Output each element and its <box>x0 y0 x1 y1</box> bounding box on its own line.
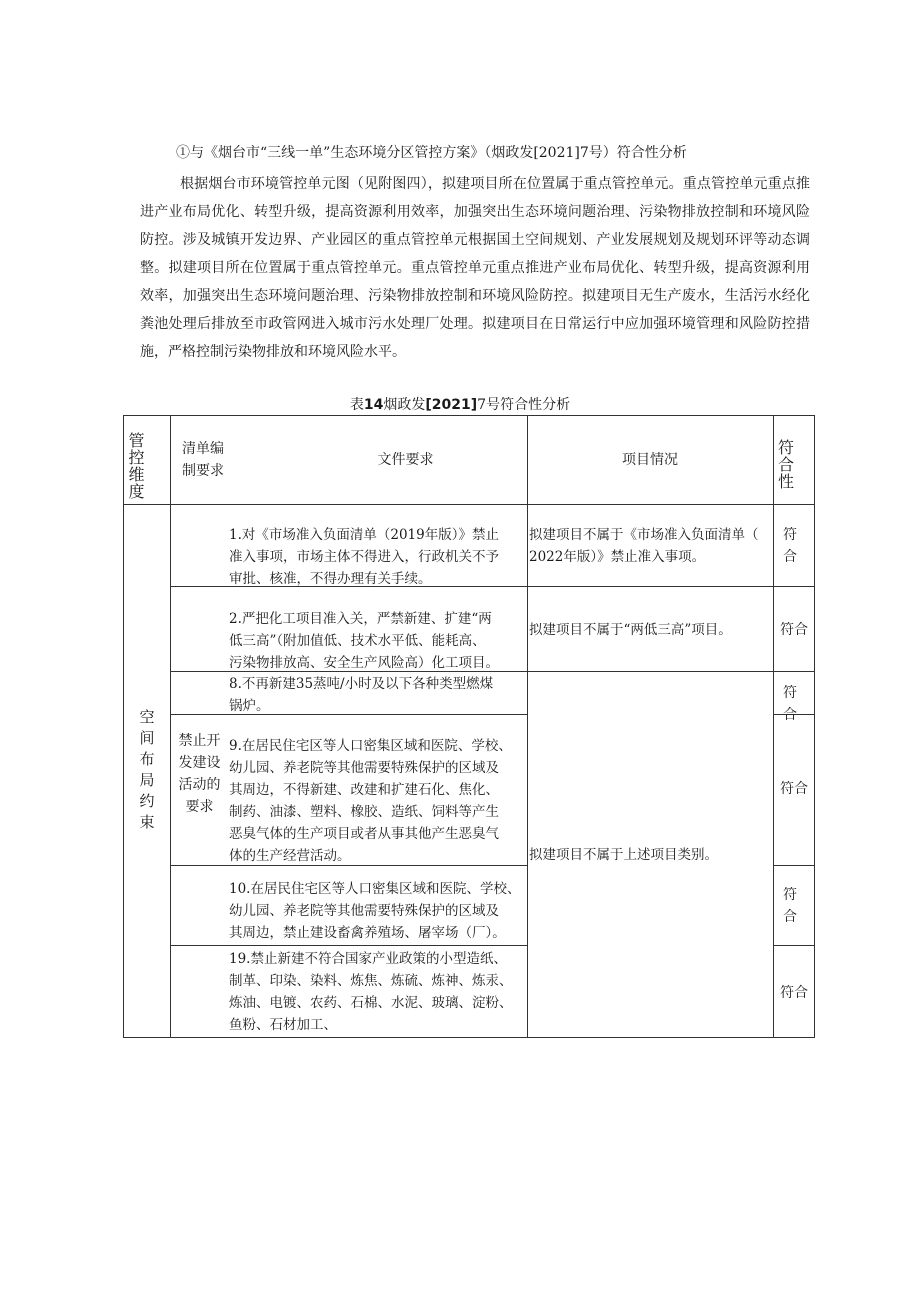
grid-line <box>773 416 774 1037</box>
grid-line <box>527 671 773 672</box>
grid-line <box>773 671 814 672</box>
header-file-requirement: 文件要求 <box>377 452 434 468</box>
grid-line <box>527 586 773 587</box>
section-heading: ①与《烟台市“三线一单”生态环境分区管控方案》（烟政发[2021]7号）符合性分析 <box>176 145 687 161</box>
compliance-table <box>123 415 815 1038</box>
caption-prefix: 表 <box>349 397 364 413</box>
requirement-1: 1.对《市场准入负面清单（2019年版）》禁止 准入事项，市场主体不得进入，行政机关不予 审批、核准，不得办理有关手续。 <box>229 527 499 587</box>
grid-line <box>773 586 814 587</box>
caption-suffix: 7号符合性分析 <box>477 397 571 413</box>
status-2: 拟建项目不属于“两低三高”项目。 <box>529 622 732 638</box>
requirement-8: 8.不再新建35蒸吨/小时及以下各种类型燃煤 锅炉。 <box>229 676 494 714</box>
body-paragraph: 根据烟台市环境管控单元图（见附图四），拟建项目所在位置属于重点管控单元。重点管控单元重点推进产业布局优化、转型升级，提高资源利用效率，加强突出生态环境问题治理、污染物排放控制和环境风险防控。涉及城镇开发边界、产业园区的重点管控单元根据国土空间规划、产业发展规划及规划环评等动态调整。拟建项目所在位置属于重点管控单元。重点管控单元重点推进产业布局优化、转型升级，提高资源利用效率，加强突出生态环境问题治理、污染物排放控制和环境风险防控。拟建项目无生产废水，生活污水经化粪池处理后排放至市政管网进入城市污水处理厂处理。拟建项目在日常运行中应加强环境管理和风险防控措施，严格控制污染物排放和环境风险水平。 <box>140 176 810 360</box>
requirement-19: 19.禁止新建不符合国家产业政策的小型造纸、 制革、印染、染料、炼焦、炼硫、炼神、炼汞、 炼油、电镀、农药、石棉、水泥、玻璃、淀粉、 鱼粉、石材加工、 <box>229 951 513 1033</box>
conform-2: 符合 <box>780 622 808 638</box>
header-conformity: 符合性 <box>777 438 794 491</box>
conform-1: 符合 <box>783 527 797 565</box>
requirement-9: 9.在居民住宅区等人口密集区域和医院、学校、 幼儿园、养老院等其他需要特殊保护的区域及 其周边，不得新建、改建和扩建石化、焦化、 制药、油漆、塑料、橡胶、造纸、饲料等产生 恶臭气体的生产项目或者从事其他产生恶臭气 体的生产经营活动。 <box>229 738 512 864</box>
header-dimension: 管控维度 <box>128 431 145 501</box>
list-requirement-cell: 禁止开发建设活动的要求 <box>178 733 221 815</box>
grid-line <box>773 865 814 866</box>
caption-year: [2021] <box>425 397 478 413</box>
dimension-cell: 空间布局约束 <box>139 708 155 831</box>
status-1: 拟建项目不属于《市场准入负面清单（ 2022年版）》禁止准入事项。 <box>529 527 759 565</box>
header-project-status: 项目情况 <box>622 452 678 468</box>
grid-line <box>170 416 171 1037</box>
header-list-requirement: 清单编制要求 <box>182 441 224 479</box>
status-merged: 拟建项目不属于上述项目类别。 <box>529 847 718 863</box>
conform-9: 符合 <box>780 781 808 797</box>
requirement-2: 2.严把化工项目准入关，严禁新建、扩建“两 低三高”（附加值低、技术水平低、能耗高、 污染物排放高、安全生产风险高）化工项目。 <box>229 611 499 671</box>
conform-19: 符合 <box>780 985 808 1001</box>
caption-mid: 烟政发 <box>383 397 426 413</box>
table-caption <box>0 393 920 417</box>
grid-line <box>773 945 814 946</box>
grid-line <box>124 504 814 505</box>
grid-line <box>170 945 527 946</box>
requirement-10: 10.在居民住宅区等人口密集区域和医院、学校、 幼儿园、养老院等其他需要特殊保护的区域及 其周边，禁止建设畜禽养殖场、屠宰场（厂）。 <box>229 881 521 941</box>
conform-8: 符合 <box>783 685 797 723</box>
conform-10: 符合 <box>783 887 797 925</box>
caption-number: 14 <box>363 397 384 413</box>
